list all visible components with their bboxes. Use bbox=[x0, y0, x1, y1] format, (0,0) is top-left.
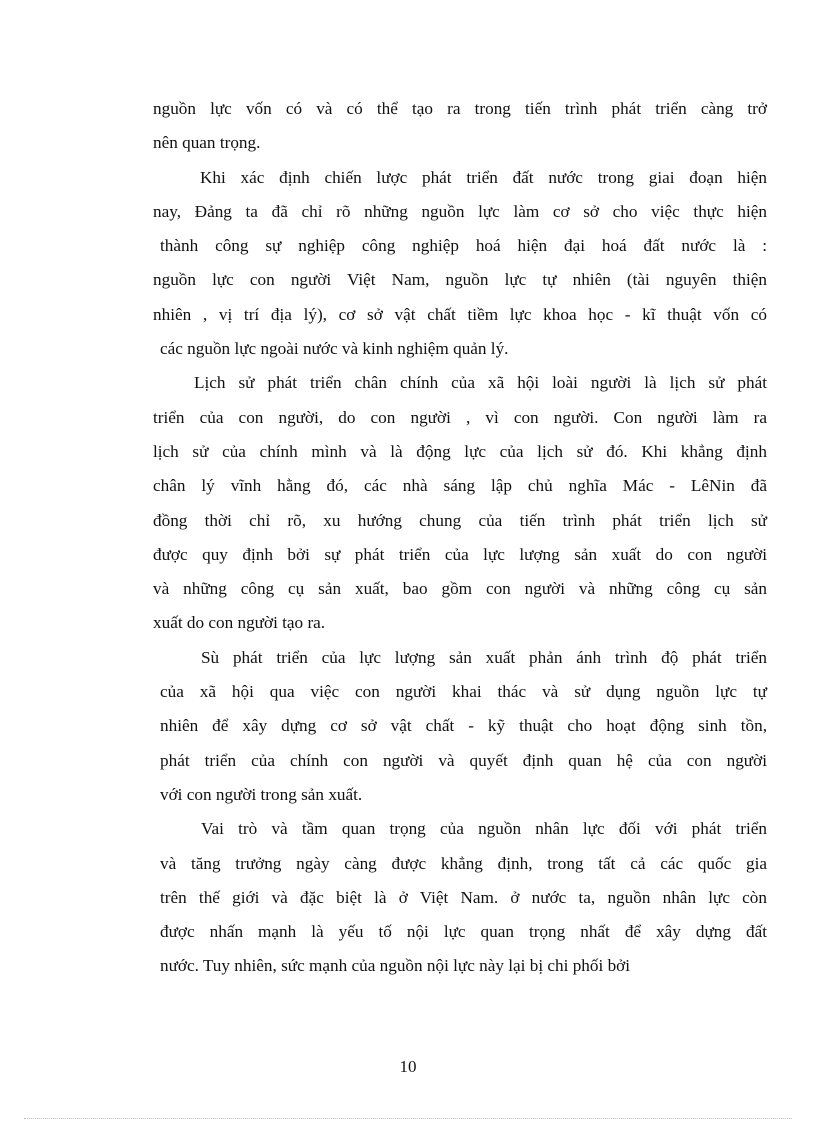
text-line: được quy định bởi sự phát triển của lực lượng sản xuất do con người bbox=[153, 544, 767, 564]
text-line: Vai trò và tầm quan trọng của nguồn nhân lực đối với phát triển bbox=[201, 819, 767, 839]
text-line: triển của con người, do con người , vì con người. Con người làm ra bbox=[153, 407, 767, 427]
text-line: nhiên , vị trí địa lý), cơ sở vật chất tiềm lực khoa học - kĩ thuật vốn có bbox=[153, 304, 767, 324]
text-line: với con người trong sản xuất. bbox=[160, 784, 363, 804]
text-line: nhiên để xây dựng cơ sở vật chất - kỹ thuật cho hoạt động sinh tồn, bbox=[160, 716, 767, 736]
text-line: chân lý vĩnh hằng đó, các nhà sáng lập chủ nghĩa Mác - LêNin đã bbox=[153, 476, 767, 496]
text-line: Khi xác định chiến lược phát triển đất nước trong giai đoạn hiện bbox=[200, 167, 767, 187]
text-line: nay, Đảng ta đã chỉ rõ những nguồn lực làm cơ sở cho việc thực hiện bbox=[153, 201, 767, 221]
page-bottom-border bbox=[24, 1118, 792, 1119]
text-line: các nguồn lực ngoài nước và kinh nghiệm quản lý. bbox=[160, 339, 509, 359]
text-line: nguồn lực con người Việt Nam, nguồn lực tự nhiên (tài nguyên thiện bbox=[153, 270, 767, 290]
text-line: lịch sử của chính mình và là động lực của lịch sử đó. Khi khẳng định bbox=[153, 441, 767, 461]
text-line: được nhấn mạnh là yếu tố nội lực quan trọng nhất để xây dựng đất bbox=[160, 922, 767, 942]
body-text bbox=[153, 92, 767, 984]
text-line: thành công sự nghiệp công nghiệp hoá hiện đại hoá đất nước là : bbox=[160, 236, 767, 256]
text-line: xuất do con người tạo ra. bbox=[153, 613, 326, 633]
text-line: nước. Tuy nhiên, sức mạnh của nguồn nội lực này lại bị chi phối bởi bbox=[160, 956, 631, 976]
text-line: trên thế giới và đặc biệt là ở Việt Nam. ở nước ta, nguồn nhân lực còn bbox=[160, 887, 767, 907]
text-line: đồng thời chỉ rõ, xu hướng chung của tiến trình phát triển lịch sử bbox=[153, 510, 767, 530]
text-line: Lịch sử phát triển chân chính của xã hội loài người là lịch sử phát bbox=[194, 373, 767, 393]
page-number: 10 bbox=[399, 1057, 417, 1076]
text-line: nguồn lực vốn có và có thể tạo ra trong tiến trình phát triển càng trở bbox=[153, 99, 767, 118]
text-line: và những công cụ sản xuất, bao gồm con người và những công cụ sản bbox=[153, 579, 767, 599]
text-line: Sù phát triển của lực lượng sản xuất phản ánh trình độ phát triển bbox=[201, 647, 767, 667]
text-line: và tăng trưởng ngày càng được khẳng định, trong tất cả các quốc gia bbox=[160, 853, 767, 873]
text-line: của xã hội qua việc con người khai thác và sử dụng nguồn lực tự bbox=[160, 682, 767, 702]
text-line: phát triển của chính con người và quyết định quan hệ của con người bbox=[160, 750, 767, 770]
text-line: nên quan trọng. bbox=[153, 133, 261, 153]
